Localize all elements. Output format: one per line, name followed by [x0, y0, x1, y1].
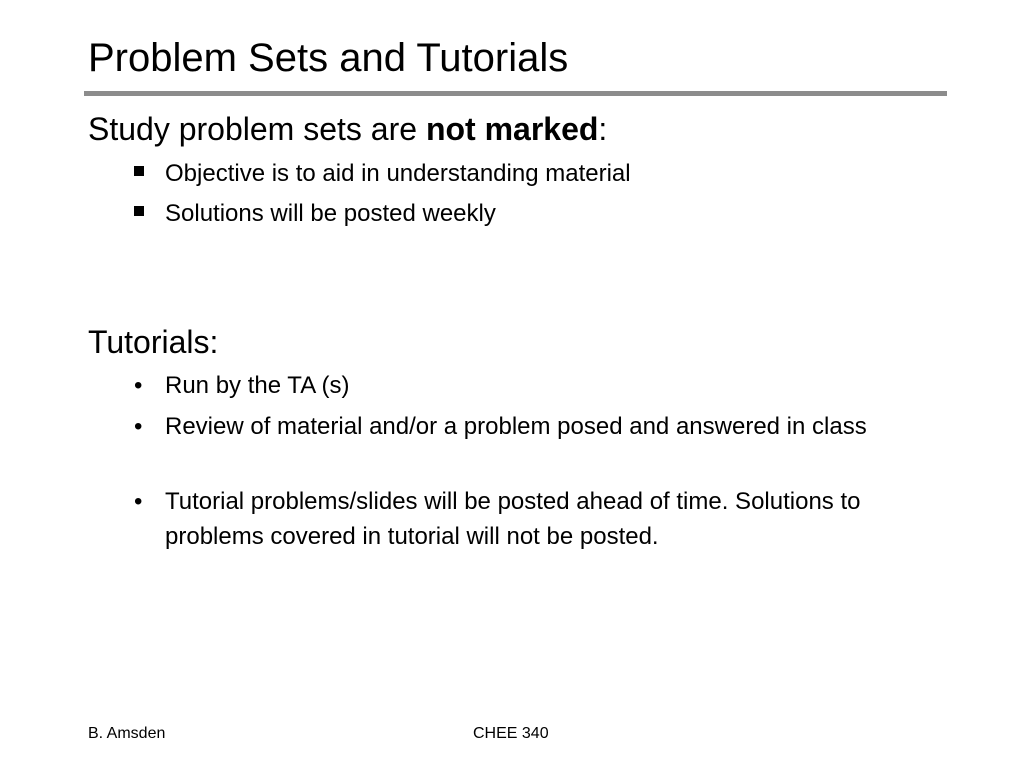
list-item: Objective is to aid in understanding material [165, 160, 631, 187]
section-heading-problem-sets [88, 110, 607, 148]
section-heading-tutorials: Tutorials: [88, 324, 219, 360]
square-bullet-icon [134, 166, 144, 176]
footer-author: B. Amsden [88, 725, 166, 742]
dot-bullet-icon: • [134, 488, 143, 515]
list-item: Review of material and/or a problem posed and answered in class [165, 413, 867, 440]
heading-text: Study problem sets are [88, 111, 426, 147]
dot-bullet-icon: • [134, 372, 143, 399]
dot-bullet-icon: • [134, 413, 143, 440]
heading-suffix: : [598, 111, 608, 147]
slide-title: Problem Sets and Tutorials [88, 36, 569, 80]
heading-emphasis: not marked [425, 111, 599, 147]
list-item: Solutions will be posted weekly [165, 200, 496, 227]
list-item: Run by the TA (s) [165, 372, 350, 399]
title-divider [84, 91, 947, 96]
footer-course: CHEE 340 [473, 725, 549, 742]
square-bullet-icon [134, 206, 144, 216]
list-item: Tutorial problems/slides will be posted ahead of time. Solutions to problems covered in tutorial will not be posted. [165, 488, 861, 550]
